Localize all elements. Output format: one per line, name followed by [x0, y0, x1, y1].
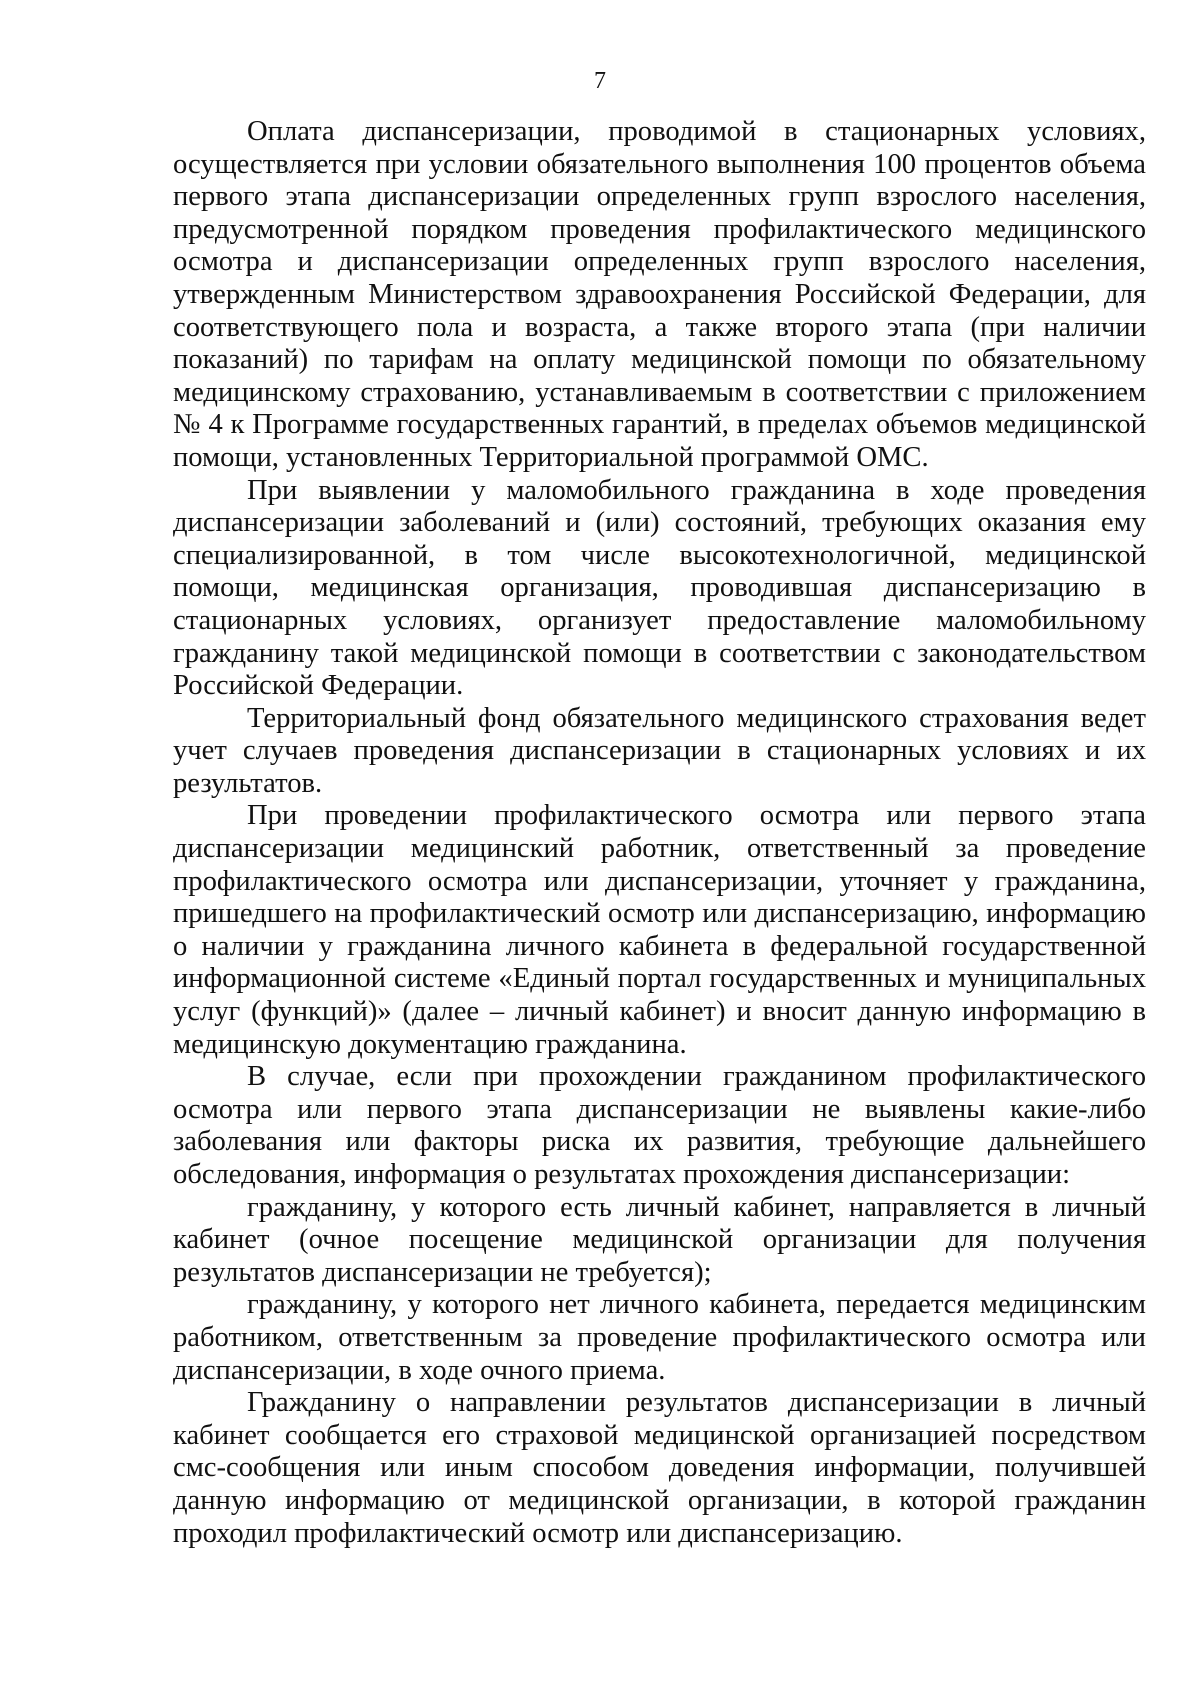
- document-body: [173, 116, 1146, 1550]
- paragraph-without-personal-account: гражданину, у которого нет личного кабинета, передается медицинским работником, ответственным за проведение профилактического осмотра или диспансеризации, в ходе очного приема.: [173, 1289, 1146, 1386]
- paragraph-results-information: В случае, если при прохождении гражданином профилактического осмотра или первого этапа диспансеризации не выявлены какие-либо заболевания или факторы риска их развития, требующие дальнейшего обследования, информация о результатах прохождения диспансеризации:: [173, 1061, 1146, 1190]
- paragraph-territorial-fund: Территориальный фонд обязательного медицинского страхования ведет учет случаев проведения диспансеризации в стационарных условиях и их результатов.: [173, 702, 1146, 799]
- paragraph-with-personal-account: гражданину, у которого есть личный кабинет, направляется в личный кабинет (очное посещение медицинской организации для получения результатов диспансеризации не требуется);: [173, 1191, 1146, 1288]
- paragraph-notification: Гражданину о направлении результатов диспансеризации в личный кабинет сообщается его страховой медицинской организацией посредством смс-сообщения или иным способом доведения информации, получившей данную информацию от медицинской организации, в которой гражданин проходил профилактический осмотр или диспансеризацию.: [173, 1387, 1146, 1549]
- paragraph-payment-conditions: Оплата диспансеризации, проводимой в стационарных условиях, осуществляется при условии обязательного выполнения 100 процентов объема первого этапа диспансеризации определенных групп взрослого населения, предусмотренной порядком проведения профилактического медицинского осмотра и диспансеризации определенных групп взрослого населения, утвержденным Министерством здравоохранения Российской Федерации, для соответствующего пола и возраста, а также второго этапа (при наличии показаний) по тарифам на оплату медицинской помощи по обязательному медицинскому страхованию, устанавливаемым в соответствии с приложением № 4 к Программе государственных гарантий, в пределах объемов медицинской помощи, установленных Территориальной программой ОМС.: [173, 116, 1146, 473]
- paragraph-personal-account-check: При проведении профилактического осмотра или первого этапа диспансеризации медицинский работник, ответственный за проведение профилактического осмотра или диспансеризации, уточняет у гражданина, пришедшего на профилактический осмотр или диспансеризацию, информацию о наличии у гражданина личного кабинета в федеральной государственной информационной системе «Единый портал государственных и муниципальных услуг (функций)» (далее – личный кабинет) и вносит данную информацию в медицинскую документацию гражданина.: [173, 800, 1146, 1060]
- page-number: 7: [594, 68, 606, 94]
- paragraph-low-mobility-citizen: При выявлении у маломобильного гражданина в ходе проведения диспансеризации заболеваний и (или) состояний, требующих оказания ему специализированной, в том числе высокотехнологичной, медицинской помощи, медицинская организация, проводившая диспансеризацию в стационарных условиях, организует предоставление маломобильному гражданину такой медицинской помощи в соответствии с законодательством Российской Федерации.: [173, 474, 1146, 702]
